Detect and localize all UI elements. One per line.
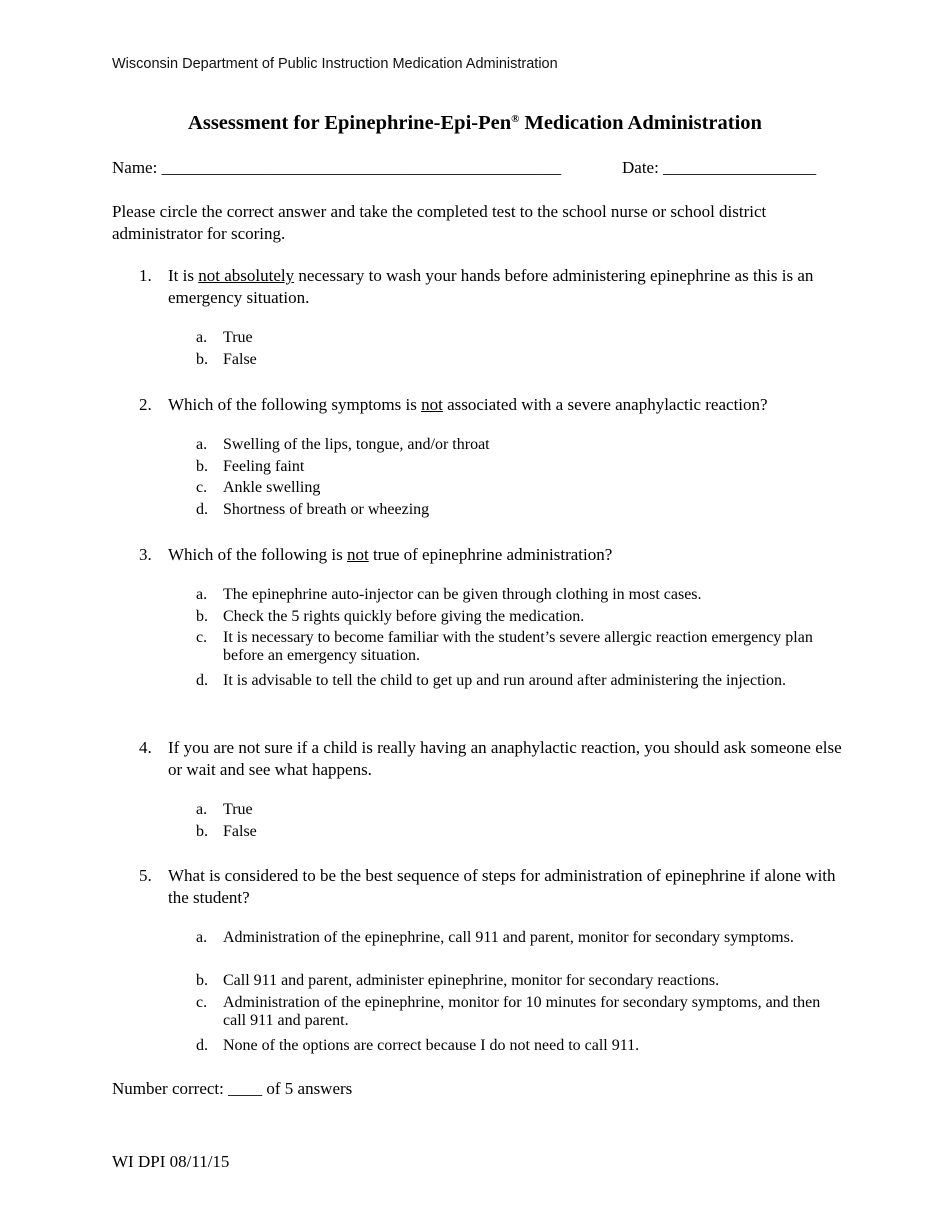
option-c[interactable]: c. It is necessary to become familiar with the student’s severe allergic reaction emergency plan before an emergency situation. [196, 629, 813, 664]
option-a[interactable]: a. The epinephrine auto-injector can be given through clothing in most cases. [196, 586, 702, 603]
option-c[interactable]: c. Administration of the epinephrine, monitor for 10 minutes for secondary symptoms, and then call 911 and parent. [196, 993, 821, 1029]
emphasis: not [421, 395, 443, 414]
page-header: Wisconsin Department of Public Instruction Medication Administration [112, 56, 558, 72]
option-a[interactable]: a. True [196, 801, 253, 818]
option-b[interactable]: b. Feeling faint [196, 457, 305, 475]
footer-code: WI DPI 08/11/15 [112, 1152, 230, 1171]
question-number: 4. [139, 738, 152, 757]
option-b[interactable]: b. Call 911 and parent, administer epinephrine, monitor for secondary reactions. [196, 972, 720, 989]
option-a[interactable]: a. Swelling of the lips, tongue, and/or throat [196, 436, 490, 453]
question-3-options [0, 586, 950, 715]
option-d[interactable]: d. It is advisable to tell the child to get up and run around after administering the injection. [196, 672, 786, 689]
question-1-options [0, 329, 950, 372]
question-text: It is not absolutely necessary to wash your hands before administering epinephrine as this is an emergency situation. [168, 266, 814, 307]
option-a[interactable]: a. True [196, 329, 253, 346]
question-text: What is considered to be the best sequence of steps for administration of epinephrine if alone with the student? [168, 866, 836, 907]
question-number: 2. [139, 395, 152, 414]
document-title [0, 112, 950, 135]
option-c[interactable]: c. Ankle swelling [196, 479, 321, 496]
option-b[interactable]: b. False [196, 822, 257, 840]
emphasis: not absolutely [198, 266, 295, 285]
title-rest: Medication Administration [519, 112, 762, 134]
date-field-line: Date: __________________ [622, 158, 817, 177]
question-number: 5. [139, 866, 152, 885]
question-text: If you are not sure if a child is really having an anaphylactic reaction, you should ask someone else or wait and see what happens. [168, 738, 842, 779]
option-d[interactable]: d. Shortness of breath or wheezing [196, 500, 430, 518]
question-2-options [0, 436, 950, 522]
option-d[interactable]: d. None of the options are correct because I do not need to call 911. [196, 1036, 640, 1054]
number-correct: Number correct: ____ of 5 answers [112, 1079, 353, 1098]
question-5-options [0, 929, 950, 1058]
emphasis: not [346, 545, 369, 564]
question-number: 1. [139, 266, 152, 285]
question-text: Which of the following symptoms is not associated with a severe anaphylactic reaction? [168, 395, 768, 414]
instructions: Please circle the correct answer and take the completed test to the school nurse or school district administrator for scoring. [112, 202, 767, 243]
title-main: Assessment for Epinephrine-Epi-Pen [188, 112, 512, 134]
registered-mark: ® [511, 113, 520, 125]
question-number: 3. [139, 545, 152, 564]
question-4-options [0, 801, 950, 844]
option-a[interactable]: a. Administration of the epinephrine, call 911 and parent, monitor for secondary symptoms. [196, 929, 794, 946]
option-b[interactable]: b. Check the 5 rights quickly before giving the medication. [196, 607, 585, 625]
option-b[interactable]: b. False [196, 350, 257, 368]
question-text: Which of the following is not true of epinephrine administration? [168, 545, 613, 564]
name-field-line: Name: _______________________________________________ [112, 158, 562, 177]
